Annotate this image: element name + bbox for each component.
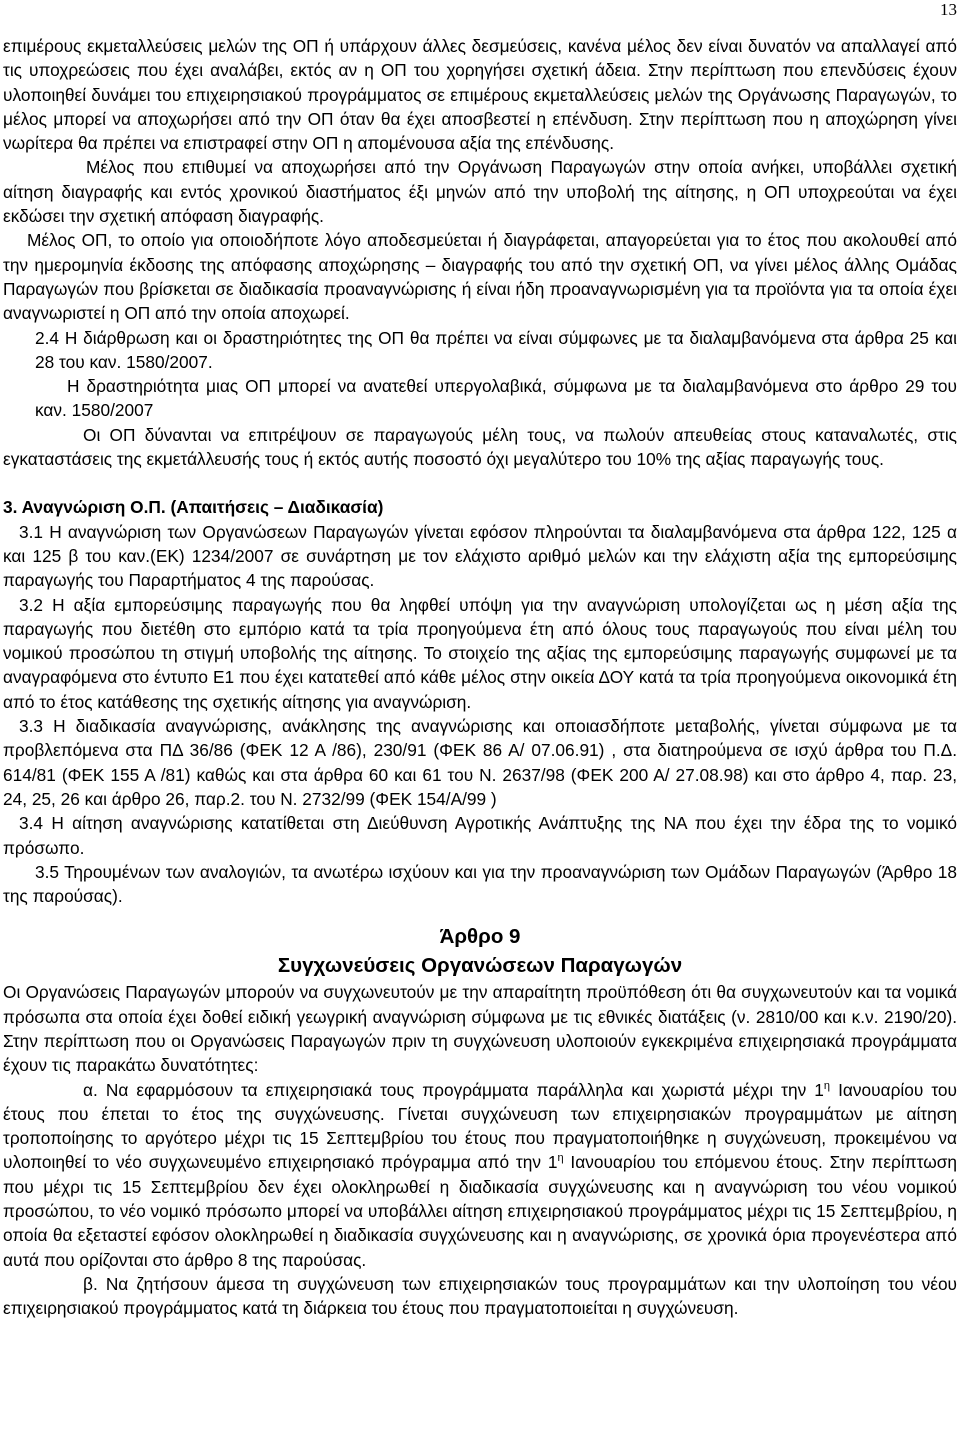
article-subtitle: Συγχωνεύσεις Οργανώσεων Παραγωγών	[277, 954, 683, 978]
paragraph-subcontracting: Η δραστηριότητα μιας ΟΠ μπορεί να ανατεθεί υπεργολαβικά, σύμφωνα με τα διαλαμβανόμενα στο άρθρο 29 του καν. 1580/2007	[35, 376, 957, 421]
option-a-text-2: Ιανουαρίου του έτους που έπεται το έτος της συγχώνευσης. Γίνεται συγχώνευση των επιχειρησιακών προγραμμάτων με αίτηση τροποποίησης το αργότερο μέχρι τις 15 Σεπτεμβρίου του έτους που πραγματοποιήθηκε η συγχώνευση, προκειμένου να υλοποιηθεί το νέο συγχωνευμένο επιχειρησιακό πρόγραμμα από την 1	[3, 1079, 957, 1173]
spacer	[3, 471, 957, 495]
paragraph-3-1: 3.1 Η αναγνώριση των Οργανώσεων Παραγωγών γίνεται εφόσον πληρούνται τα διαλαμβανόμενα στα άρθρα 122, 125 α και 125 β του καν.(ΕΚ) 1234/2007 σε συνάρτηση με τον ελάχιστο αριθμό μελών και την ελάχιστη αξία της εμπορεύσιμης παραγωγής του Παραρτήματος 4 της παρούσας.	[3, 521, 957, 591]
paragraph-mergers-intro: Οι Οργανώσεις Παραγωγών μπορούν να συγχωνευτούν με την απαραίτητη προϋπόθεση ότι θα συγχωνευτούν και τα νομικά πρόσωπα στα οποία έχει δοθεί ειδική γεωγρική αναγνώριση σύμφωνα με τις εθνικές διατάξεις (ν. 2810/00 και κ.ν. 2190/20). Στην περίπτωση που οι Οργανώσεις Παραγωγών πριν τη συγχώνευση υλοποιούν εγκεκριμένα επιχειρησιακά προγράμματα έχουν τις παρακάτω δυνατότητες:	[3, 982, 957, 1076]
paragraph-3-3: 3.3 Η διαδικασία αναγνώρισης, ανάκλησης της αναγνώρισης και οποιασδήποτε μεταβολής, γίνεται σύμφωνα με τα προβλεπόμενα στα ΠΔ 36/86 (ΦΕΚ 12 Α /86), 230/91 (ΦΕΚ 86 Α/ 07.06.91) , στα διατηρούμενα σε ισχύ άρθρα του Π.Δ. 614/81 (ΦΕΚ 155 Α /81) καθώς και στα άρθρα 60 και 61 του Ν. 2637/98 (ΦΕΚ 200 Α/ 27.08.98) και στο άρθρο 4, παρ. 23, 24, 25, 26 και άρθρο 26, παρ.2. του Ν. 2732/99 (ΦΕΚ 154/Α/99 )	[3, 716, 957, 809]
paragraph-direct-sales: Οι ΟΠ δύνανται να επιτρέψουν σε παραγωγούς μέλη τους, να πωλούν απευθείας στους καταναλωτές, στις εγκαταστάσεις της εκμετάλλευσής τους ή εκτός αυτής ποσοστό όχι μεγαλύτερο του 10% της αξίας παραγωγής τους.	[3, 424, 957, 470]
page-number: 13	[940, 0, 957, 19]
paragraph-2-4-structure: 2.4 Η διάρθρωση και οι δραστηριότητες της ΟΠ θα πρέπει να είναι σύμφωνες με τα διαλαμβανόμενα στα άρθρα 25 και 28 του καν. 1580/2007.	[35, 327, 957, 372]
paragraph-option-b: β. Να ζητήσουν άμεσα τη συγχώνευση των επιχειρησιακών τους προγραμμάτων και την υλοποίηση του νέου επιχειρησιακού προγράμματος κατά τη διάρκεια του έτους που πραγματοποιείται η συγχώνευση.	[3, 1273, 957, 1319]
section-heading-recognition: 3. Αναγνώριση Ο.Π. (Απαιτήσεις – Διαδικασία)	[3, 497, 384, 518]
paragraph-member-restriction: Μέλος ΟΠ, το οποίο για οποιοδήποτε λόγο αποδεσμεύεται ή διαγράφεται, απαγορεύεται για το έτος που ακολουθεί από την ημερομηνία έκδοσης της απόφασης αποχώρησης – διαγραφής του από την σχετική ΟΠ, να γίνει μέλος άλλης Ομάδας Παραγωγών που βρίσκεται σε διαδικασία προαναγνώρισης ή είναι ήδη προαναγνωρισμένη για τα προϊόντα για τα οποία έχει αναγνωριστεί η ΟΠ από την οποία αποχωρεί.	[3, 230, 957, 324]
option-a-text-1: α. Να εφαρμόσουν τα επιχειρησιακά τους προγράμματα παράλληλα και χωριστά μέχρι την 1	[83, 1079, 824, 1100]
article-title: Άρθρο 9	[439, 925, 521, 949]
paragraph-3-4: 3.4 Η αίτηση αναγνώρισης κατατίθεται στη Διεύθυνση Αγροτικής Ανάπτυξης της ΝΑ που έχει την έδρα της το νομικό πρόσωπο.	[3, 813, 957, 858]
superscript-1: η	[823, 1079, 831, 1092]
option-a-text-3: Ιανουαρίου του επόμενου έτους. Στην περίπτωση που μέχρι τις 15 Σεπτεμβρίου δεν έχει ολοκληρωθεί η διαδικασία συγχώνευσης και η αναγνώριση του νέου νομικού προσώπου, το νέο νομικό πρόσωπο μπορεί να υποβάλλει αίτηση επιχειρησιακού προγράμματος μέχρι τις 15 Σεπτεμβρίου, η οποία θα εξεταστεί εφόσον ολοκληρωθεί η διαδικασία συγχώνευσης και η αναγνώρισης, σε χρονικά όρια προγενέστερα από αυτά που ορίζονται στο άρθρο 8 της παρούσας.	[3, 1152, 958, 1270]
paragraph-3-2: 3.2 Η αξία εμπορεύσιμης παραγωγής που θα ληφθεί υπόψη για την αναγνώριση υπολογίζεται ως η μέση αξία της παραγωγής που διετέθη στο εμπόριο κατά τα τρία προηγούμενα έτη από όλους τους παραγωγούς που είναι μέλη του νομικού προσώπου τη στιγμή υποβολής της αίτησης. Το στοιχείο της αξίας της εμπορεύσιμης παραγωγής συμφωνεί με τα αναγραφόμενα στο έντυπο Ε1 που έχει κατατεθεί από κάθε μέλος στην οικεία ΔΟΥ κατά τα τρία προηγούμενα οικονομικά έτη από το έτος κατάθεσης της σχετικής αίτησης για αναγνώριση.	[3, 594, 957, 712]
paragraph-withdrawal-request: Μέλος που επιθυμεί να αποχωρήσει από την Οργάνωση Παραγωγών στην οποία ανήκει, υποβάλλει σχετική αίτηση διαγραφής και εντός χρονικού διαστήματος έξι μηνών από την υποβολή της αίτησης, η ΟΠ υποχρεούται να έχει εκδώσει την σχετική απόφαση διαγραφής.	[3, 157, 957, 227]
paragraph-withdrawal-obligations: επιμέρους εκμεταλλεύσεις μελών της ΟΠ ή υπάρχουν άλλες δεσμεύσεις, κανένα μέλος δεν είναι δυνατόν να απαλλαγεί από τις υποχρεώσεις που έχει αναλάβει, εκτός αν η ΟΠ του χορηγήσει σχετική άδεια. Στην περίπτωση που επενδύσεις έχουν υλοποιηθεί δυνάμει του επιχειρησιακού προγράμματος σε επιμέρους εκμεταλλεύσεις μελών της Οργάνωσης Παραγωγών, το μέλος μπορεί να αποχωρήσει από την ΟΠ όταν θα έχει αποσβεστεί η επένδυση. Στην περίπτωση που η αποχώρηση γίνει νωρίτερα θα πρέπει να επιστραφεί στην ΟΠ η απομένουσα αξία της επένδυσης.	[3, 36, 957, 154]
paragraph-3-5: 3.5 Τηρουμένων των αναλογιών, τα ανωτέρω ισχύουν και για την προαναγνώριση των Ομάδων Παραγωγών (Άρθρο 18 της παρούσας).	[3, 861, 957, 907]
paragraph-option-a	[3, 1078, 957, 1272]
superscript-2: η	[557, 1152, 564, 1165]
